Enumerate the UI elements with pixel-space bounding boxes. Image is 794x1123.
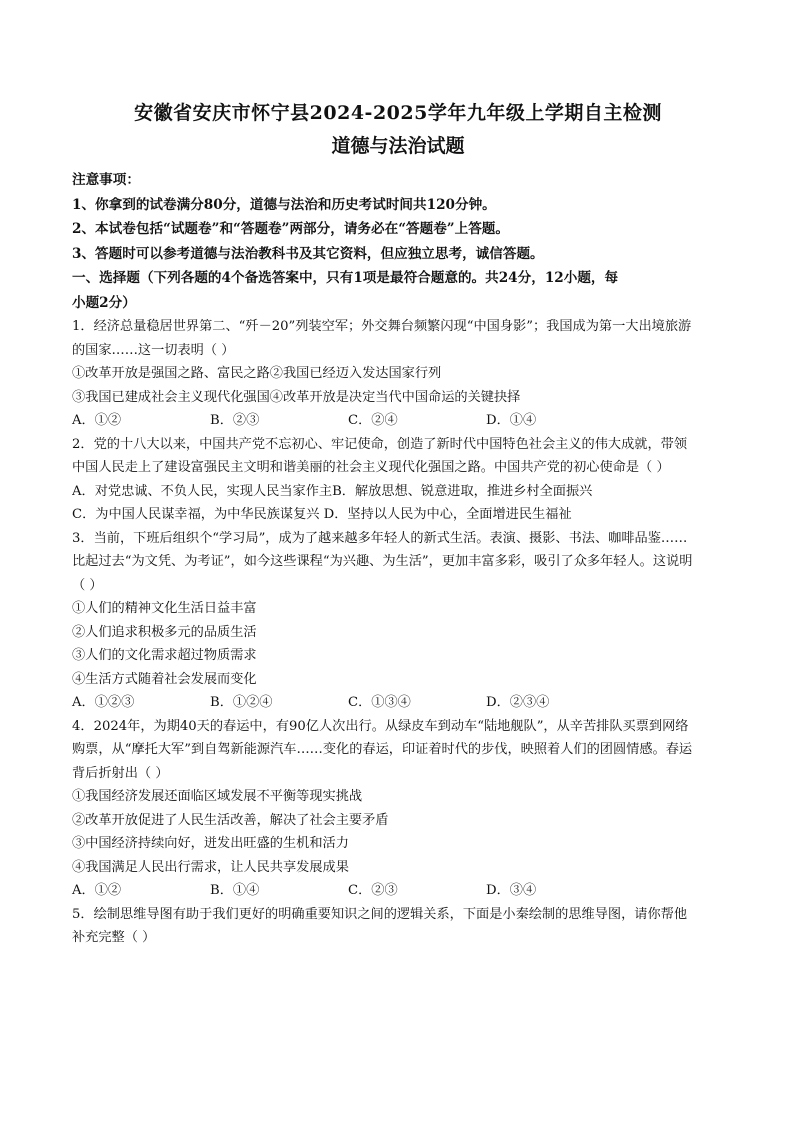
option-a: A．①②③ xyxy=(72,695,135,710)
options-row xyxy=(72,879,724,903)
question-text: 2．党的十八大以来，中国共产党不忘初心、牢记使命，创造了新时代中国特色社会主义的伟大成就，带领 xyxy=(72,436,688,452)
options-row xyxy=(72,691,724,715)
statement: ②改革开放促进了人民生活改善，解决了社会主要矛盾 xyxy=(72,812,389,828)
statement: ③中国经济持续向好，迸发出旺盛的生机和活力 xyxy=(72,836,349,851)
question-1 xyxy=(72,315,724,433)
option-d: D．③④ xyxy=(486,883,537,898)
option-a: A．①② xyxy=(72,883,122,898)
exam-subtitle: 道德与法治试题 xyxy=(331,135,465,157)
question-4 xyxy=(72,715,724,903)
question-3 xyxy=(72,527,724,715)
exam-title: 安徽省安庆市怀宁县2024-2025学年九年级上学期自主检测 xyxy=(134,102,662,124)
statement: ④生活方式随着社会发展而变化 xyxy=(72,671,257,687)
option-c: C．②④ xyxy=(348,413,398,428)
question-text: 3．当前，下班后组织个“学习局”，成为了越来越多年轻人的新式生活。表演、摄影、书法、咖啡品鉴…… xyxy=(72,530,688,546)
statement: ④我国满足人民出行需求，让人民共享发展成果 xyxy=(72,859,349,875)
notice-heading: 注意事项： xyxy=(72,172,140,188)
question-text: 5．绘制思维导图有助于我们更好的明确重要知识之间的逻辑关系，下面是小秦绘制的思维导图，请你帮他 xyxy=(72,906,688,922)
options-row xyxy=(72,409,724,433)
section-heading: 一、选择题（下列各题的4个备选答案中，只有1项是最符合题意的。共24分，12小题，每 xyxy=(72,270,619,286)
statement: ③人们的文化需求超过物质需求 xyxy=(72,648,257,663)
option-d: D．②③④ xyxy=(486,695,550,710)
question-2 xyxy=(72,433,724,527)
question-text: 背后折射出（ ） xyxy=(72,765,169,781)
notice-item: 1、你拿到的试卷满分80分，道德与法治和历史考试时间共120分钟。 xyxy=(72,196,496,213)
option-b: B．②③ xyxy=(210,413,260,428)
option-d: D．①④ xyxy=(486,413,537,428)
question-text: 比起过去“为文凭、为考证”，如今这些课程“为兴趣、为生活”，更加丰富多彩，吸引了众多年轻人。这说明 xyxy=(72,554,693,569)
exam-body xyxy=(72,168,724,950)
question-text: 4．2024年，为期40天的春运中，有90亿人次出行。从绿皮车到动车“陆地舰队”，从辛苦排队买票到网络 xyxy=(72,718,689,734)
statement: ③我国已建成社会主义现代化强国④改革开放是决定当代中国命运的关键抉择 xyxy=(72,389,521,405)
question-5 xyxy=(72,903,724,950)
option-b: B．①②④ xyxy=(210,695,273,710)
option-c: C．①③④ xyxy=(348,695,411,710)
question-text: 购票，从“摩托大军”到自驾新能源汽车……变化的春运，印证着时代的步伐，映照着人们的团圆情感。春运 xyxy=(72,742,693,757)
statement: ①人们的精神文化生活日益丰富 xyxy=(72,601,257,616)
statement: ①我国经济发展还面临区域发展不平衡等现实挑战 xyxy=(72,789,363,804)
question-text: 1．经济总量稳居世界第二、“歼－20”列装空军；外交舞台频繁闪现“中国身影”；我国成为第一大出境旅游 xyxy=(72,319,692,334)
option-b: B．①④ xyxy=(210,883,260,898)
statement: ①改革开放是强国之路、富民之路②我国已经迈入发达国家行列 xyxy=(72,366,442,381)
question-text: 中国人民走上了建设富强民主文明和谐美丽的社会主义现代化强国之路。中国共产党的初心使命是（ ） xyxy=(72,460,670,475)
options-line: C．为中国人民谋幸福，为中华民族谋复兴 D．坚持以人民为中心，全面增进民生福祉 xyxy=(72,507,572,522)
question-text: （ ） xyxy=(72,577,103,593)
option-c: C．②③ xyxy=(348,883,398,898)
option-a: A．①② xyxy=(72,413,122,428)
notice-item: 2、本试卷包括“试题卷”和“答题卷”两部分，请务必在“答题卷”上答题。 xyxy=(72,221,509,237)
statement: ②人们追求积极多元的品质生活 xyxy=(72,624,257,640)
question-text: 补充完整（ ） xyxy=(72,930,156,945)
notice-item: 3、答题时可以参考道德与法治教科书及其它资料，但应独立思考，诚信答题。 xyxy=(72,245,544,262)
section-heading-cont: 小题2分） xyxy=(72,294,136,311)
question-text: 的国家……这一切表明（ ） xyxy=(72,342,235,358)
options-line: A．对党忠诚、不负人民，实现人民当家作主B．解放思想、锐意进取，推进乡村全面振兴 xyxy=(72,483,593,499)
